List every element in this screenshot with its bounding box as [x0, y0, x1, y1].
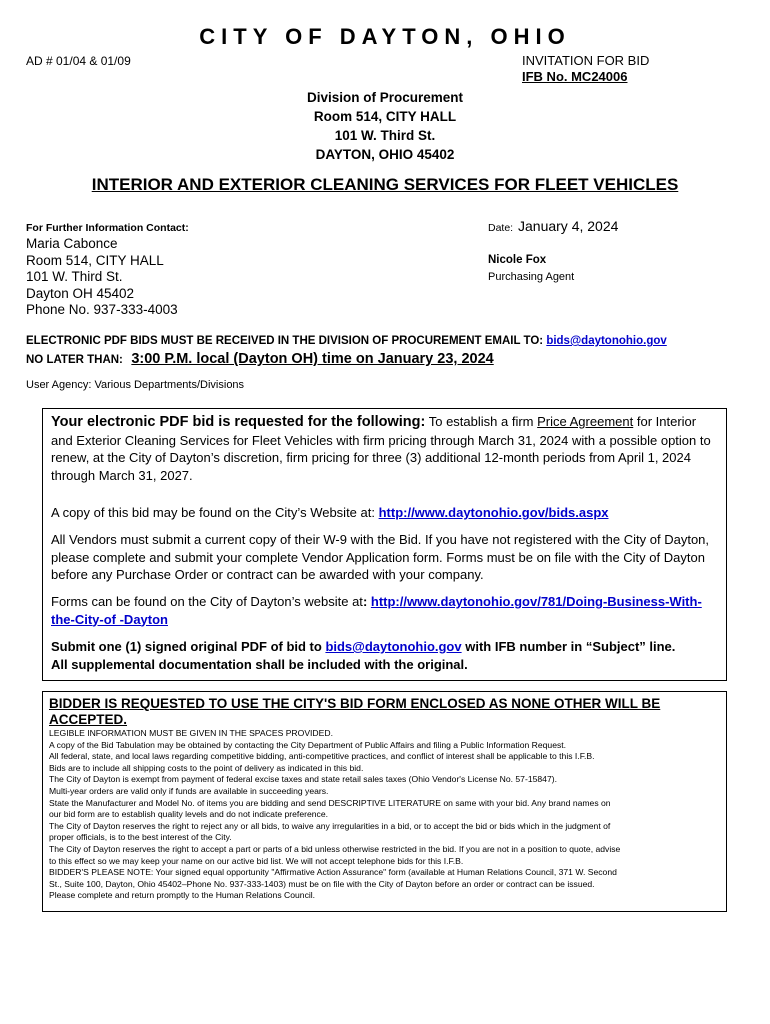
requirement-line: Bids are to include all shipping costs to the point of delivery as indicated in this bid.: [49, 762, 364, 773]
division-line: 101 W. Third St.: [334, 128, 436, 143]
bid-title: INTERIOR AND EXTERIOR CLEANING SERVICES FOR FLEET VEHICLES: [91, 175, 679, 194]
requirement-line: All federal, state, and local laws regarding competitive bidding, anti-competitive practices, and conflict of interest shall be applicable to this I.F.B.: [49, 751, 595, 762]
requirement-line: The City of Dayton reserves the right to reject any or all bids, to waive any irregularities in a bid, or to accept the bid or bids which in the judgment of: [49, 820, 611, 831]
agent-name: Nicole Fox: [488, 254, 547, 266]
submit-email-link[interactable]: bids@daytonohio.gov: [325, 639, 462, 654]
requirement-line: The City of Dayton is exempt from payment of federal excise taxes and state retail sales taxes (Ohio Vendor's License No. 57-15847).: [49, 774, 557, 785]
bid-form-header: [49, 696, 724, 728]
ad-number: AD # 01/04 & 01/09: [26, 54, 131, 68]
contact-line: Room 514, CITY HALL: [26, 252, 164, 268]
ifb-number: IFB No. MC24006: [522, 69, 628, 84]
intro-pre: To establish a firm: [425, 414, 538, 429]
requirement-line: LEGIBLE INFORMATION MUST BE GIVEN IN THE SPACES PROVIDED.: [49, 728, 333, 738]
bids-email-link[interactable]: bids@daytonohio.gov: [546, 335, 667, 347]
date-label: Date:: [488, 222, 514, 234]
bidder-requirements-box: [42, 691, 727, 912]
requirement-line: our bid form are to establish quality levels and do not indicate preference.: [49, 809, 328, 820]
supplemental-notice: All supplemental documentation shall be included with the original.: [51, 656, 468, 672]
doing-business-link[interactable]: http://www.daytonohio.gov/781/Doing-Business-With-the-City-of -Dayton: [51, 594, 702, 627]
forms-colon: :: [362, 594, 371, 609]
bid-request-box: [42, 408, 727, 681]
website-copy: [51, 504, 719, 522]
agent-title: Purchasing Agent: [488, 271, 575, 283]
contact-line: Phone No. 937-333-4003: [26, 302, 178, 317]
submit-pre: Submit one (1) signed original PDF of bid to: [51, 639, 326, 654]
deadline-row: [26, 350, 494, 368]
contact-info: [26, 236, 178, 319]
electronic-text: ELECTRONIC PDF BIDS MUST BE RECEIVED IN THE DIVISION OF PROCUREMENT EMAIL TO:: [26, 335, 544, 347]
contact-line: Maria Cabonce: [26, 236, 118, 251]
submit-post: with IFB number in “Subject” line.: [461, 639, 676, 654]
requirement-line: A copy of the Bid Tabulation may be obtained by contacting the City Department of Public Affairs and filing a Public Information Request.: [49, 739, 567, 750]
vendors-notice: All Vendors must submit a current copy of their W-9 with the Bid. If you have not registered with the City of Dayton, please complete and submit your complete Vendor Application form. Forms must be on file with the City of Dayton before any Purchase Order or contract can be awarded with your company.: [51, 532, 710, 582]
city-title: CITY OF DAYTON, OHIO: [199, 24, 571, 49]
forms-text: Forms can be found on the City of Dayton’s website at: [51, 594, 363, 609]
forms-notice: [51, 593, 719, 628]
requirements-list: [49, 728, 724, 902]
requirement-line: St., Suite 100, Dayton, Ohio 45402–Phone No. 937-333-1403) must be on file with the City of Dayton before an order or contract can be issued.: [49, 878, 595, 889]
division-line: DAYTON, OHIO 45402: [315, 147, 455, 162]
bid-form-header-text: BIDDER IS REQUESTED TO USE THE CITY'S BID FORM ENCLOSED AS NONE OTHER WILL BE ACCEPTED.: [49, 696, 661, 727]
division-address: [0, 88, 770, 164]
price-agreement: Price Agreement: [537, 414, 634, 429]
no-later-label: NO LATER THAN:: [26, 354, 123, 366]
division-line: Division of Procurement: [306, 90, 464, 105]
requirement-line: The City of Dayton reserves the right to accept a part or parts of a bid unless otherwise restricted in the bid. If you are not in a position to quote, advise: [49, 843, 621, 854]
requirement-line: to this effect so we may keep your name on our active bid list. We will not accept telephone bids for this I.F.B.: [49, 855, 464, 866]
requirement-line: proper officials, is to the best interest of the City.: [49, 832, 232, 843]
submit-notice: [51, 638, 719, 673]
electronic-bid-notice: [26, 335, 667, 347]
contact-line: 101 W. Third St.: [26, 269, 123, 284]
date-value: January 4, 2024: [518, 218, 619, 234]
invitation-label: INVITATION FOR BID: [522, 53, 650, 68]
requirement-line: BIDDER'S PLEASE NOTE: Your signed equal opportunity "Affirmative Action Assurance" form (available at Human Relations Council, 371 W. Second: [49, 867, 617, 878]
requirement-line: Please complete and return promptly to the Human Relations Council.: [49, 890, 316, 901]
contact-label: For Further Information Contact:: [26, 222, 189, 234]
user-agency: User Agency: Various Departments/Divisions: [26, 379, 245, 391]
intro-bold: Your electronic PDF bid is requested for the following:: [51, 414, 426, 430]
intro-rest: for Interior and Exterior Cleaning Services for Fleet Vehicles with firm pricing through March 31, 2024 with a possible option to renew, at the City of Dayton’s discretion, firm pricing for three (3) additional 12-month periods from April 1, 2024 through March 31, 2027.: [51, 414, 711, 483]
copy-text: A copy of this bid may be found on the City’s Website at:: [51, 505, 379, 520]
bid-request-intro: [51, 413, 719, 484]
requirement-line: Multi-year orders are valid only if funds are available in succeeding years.: [49, 785, 329, 796]
contact-line: Dayton OH 45402: [26, 285, 135, 301]
bids-website-link[interactable]: http://www.daytonohio.gov/bids.aspx: [378, 505, 609, 520]
deadline-value: 3:00 P.M. local (Dayton OH) time on January 23, 2024: [131, 351, 494, 367]
requirement-line: State the Manufacturer and Model No. of items you are bidding and send DESCRIPTIVE LITERATURE on same with your bid. Any brand names on: [49, 797, 611, 808]
division-line: Room 514, CITY HALL: [313, 109, 457, 124]
